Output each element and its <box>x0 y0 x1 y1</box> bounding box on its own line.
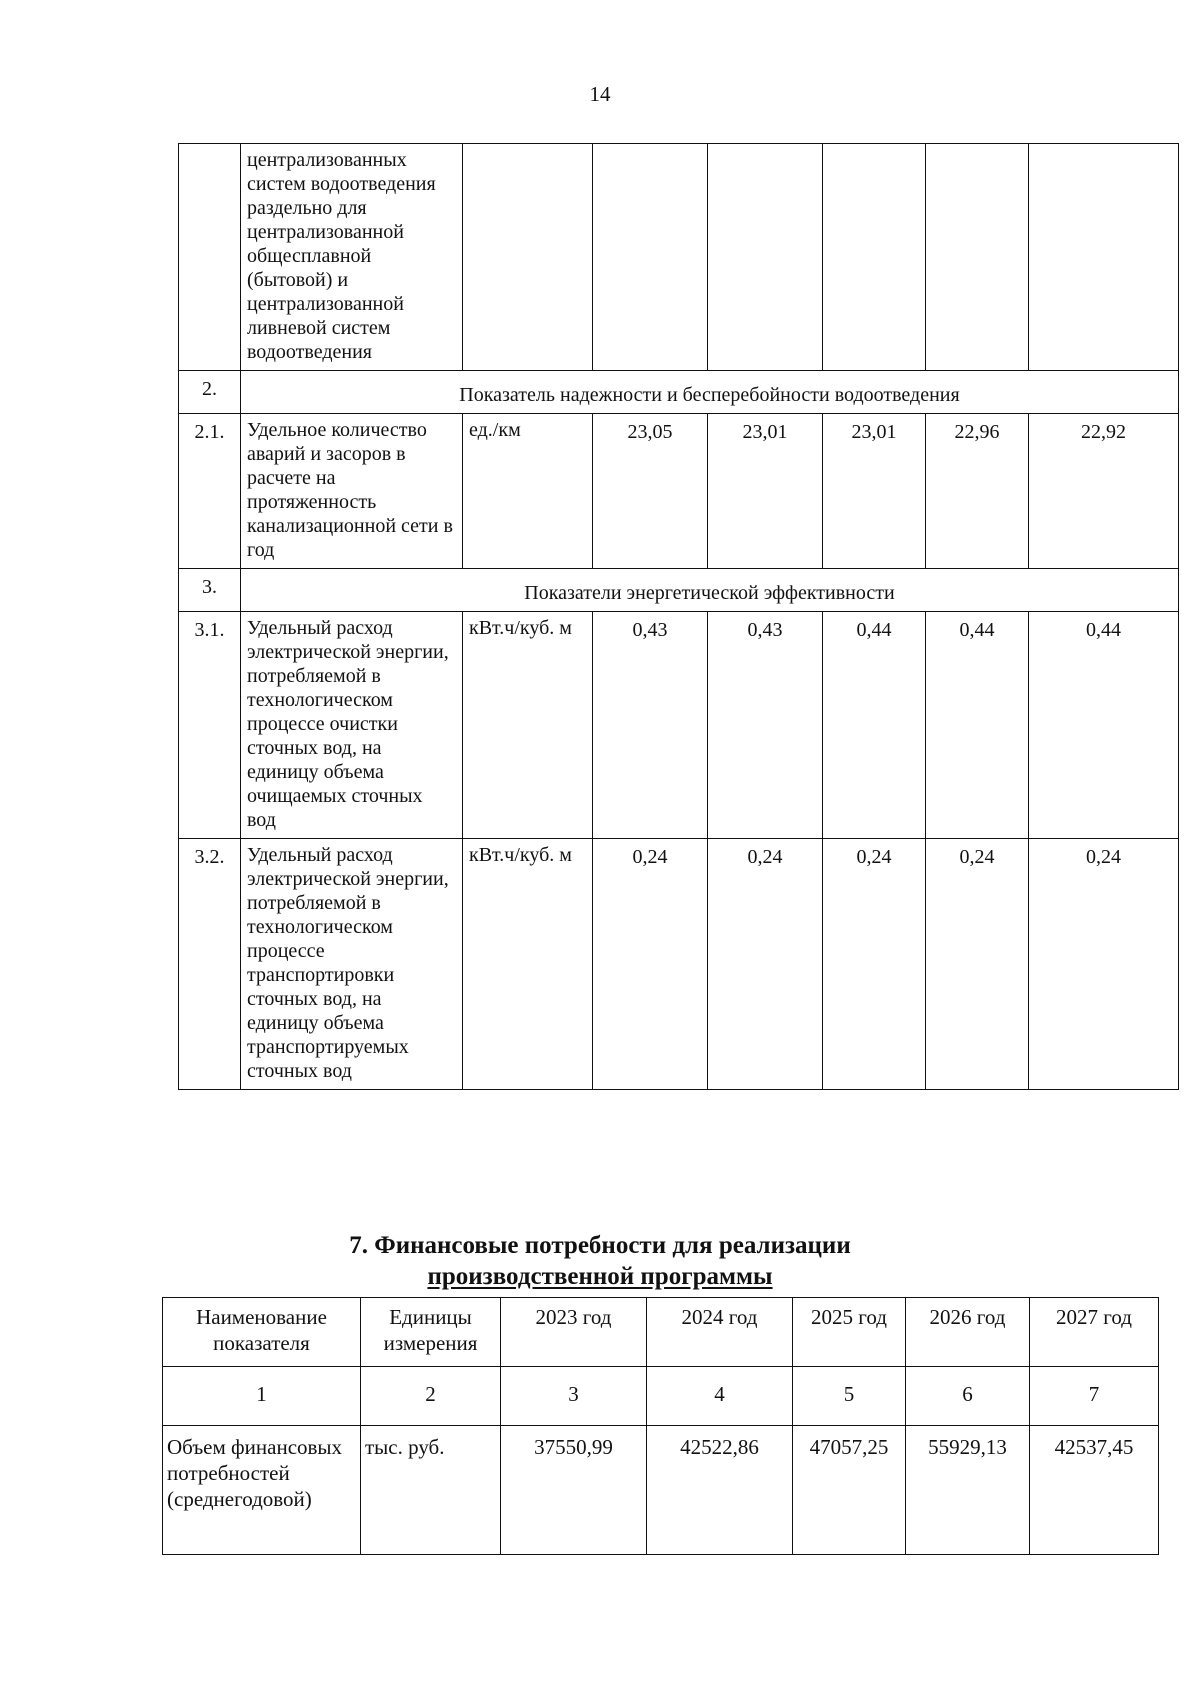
value-cell: 55929,13 <box>906 1426 1030 1555</box>
page-number: 14 <box>589 82 611 106</box>
unit-cell: кВт.ч/куб. м <box>463 612 593 839</box>
value-cell: 37550,99 <box>501 1426 647 1555</box>
table-row <box>179 414 1179 569</box>
table-row <box>179 839 1179 1090</box>
value-cell: 23,01 <box>708 414 823 569</box>
value-cell: 22,92 <box>1029 414 1179 569</box>
column-number: 3 <box>501 1367 647 1426</box>
value-cell: 0,24 <box>708 839 823 1090</box>
value-cell: 0,24 <box>926 839 1029 1090</box>
section-number: 3. <box>179 569 241 612</box>
column-header: 2027 год <box>1030 1298 1159 1367</box>
value-cell: 0,24 <box>823 839 926 1090</box>
column-number: 6 <box>906 1367 1030 1426</box>
value-cell: 23,01 <box>823 414 926 569</box>
value-cell: 0,43 <box>708 612 823 839</box>
column-number: 5 <box>793 1367 906 1426</box>
empty-cell <box>1029 144 1179 371</box>
empty-cell <box>823 144 926 371</box>
value-cell: 0,44 <box>1029 612 1179 839</box>
value-cell: 47057,25 <box>793 1426 906 1555</box>
column-header: 2025 год <box>793 1298 906 1367</box>
column-number: 7 <box>1030 1367 1159 1426</box>
column-number-row <box>163 1367 1159 1426</box>
section-heading-line1: 7. Финансовые потребности для реализации <box>349 1232 851 1259</box>
continuation-indicator-name: централизованных систем водоотведения раздельно для централизованной общесплавной (бытовой) и централизованной ливневой систем водоотведения <box>241 144 463 371</box>
unit-cell: ед./км <box>463 414 593 569</box>
row-number: 3.1. <box>179 612 241 839</box>
indicator-name: Удельный расход электрической энергии, потребляемой в технологическом процессе очистки сточных вод, на единицу объема очищаемых сточных вод <box>241 612 463 839</box>
empty-cell <box>593 144 708 371</box>
empty-cell <box>926 144 1029 371</box>
empty-cell <box>463 144 593 371</box>
value-cell: 42522,86 <box>647 1426 793 1555</box>
value-cell: 0,44 <box>823 612 926 839</box>
table-row-continuation <box>179 144 1179 371</box>
column-header: Наименование показателя <box>163 1298 361 1367</box>
section-row <box>179 569 1179 612</box>
table-row <box>163 1426 1159 1555</box>
unit-cell: кВт.ч/куб. м <box>463 839 593 1090</box>
value-cell: 0,24 <box>593 839 708 1090</box>
value-cell: 0,24 <box>1029 839 1179 1090</box>
value-cell: 0,43 <box>593 612 708 839</box>
column-number: 1 <box>163 1367 361 1426</box>
unit-cell: тыс. руб. <box>361 1426 501 1555</box>
row-number: 2.1. <box>179 414 241 569</box>
section-row <box>179 371 1179 414</box>
value-cell: 42537,45 <box>1030 1426 1159 1555</box>
column-header: 2026 год <box>906 1298 1030 1367</box>
value-cell: 22,96 <box>926 414 1029 569</box>
section-heading-line2: производственной программы <box>427 1263 773 1290</box>
section-heading <box>0 1230 1200 1292</box>
finance-table <box>162 1297 1159 1555</box>
column-header: Единицы измерения <box>361 1298 501 1367</box>
column-number: 4 <box>647 1367 793 1426</box>
indicators-table <box>178 143 1179 1090</box>
section-title: Показатель надежности и бесперебойности водоотведения <box>241 371 1179 414</box>
table-row <box>179 612 1179 839</box>
continuation-num-cell <box>179 144 241 371</box>
header-row <box>163 1298 1159 1367</box>
empty-cell <box>708 144 823 371</box>
section-title: Показатели энергетической эффективности <box>241 569 1179 612</box>
indicator-name: Удельный расход электрической энергии, потребляемой в технологическом процессе транспортировки сточных вод, на единицу объема транспортируемых сточных вод <box>241 839 463 1090</box>
value-cell: 0,44 <box>926 612 1029 839</box>
indicator-name: Удельное количество аварий и засоров в расчете на протяженность канализационной сети в год <box>241 414 463 569</box>
row-number: 3.2. <box>179 839 241 1090</box>
indicator-name: Объем финансовых потребностей (среднегодовой) <box>163 1426 361 1555</box>
value-cell: 23,05 <box>593 414 708 569</box>
column-number: 2 <box>361 1367 501 1426</box>
section-number: 2. <box>179 371 241 414</box>
column-header: 2023 год <box>501 1298 647 1367</box>
column-header: 2024 год <box>647 1298 793 1367</box>
